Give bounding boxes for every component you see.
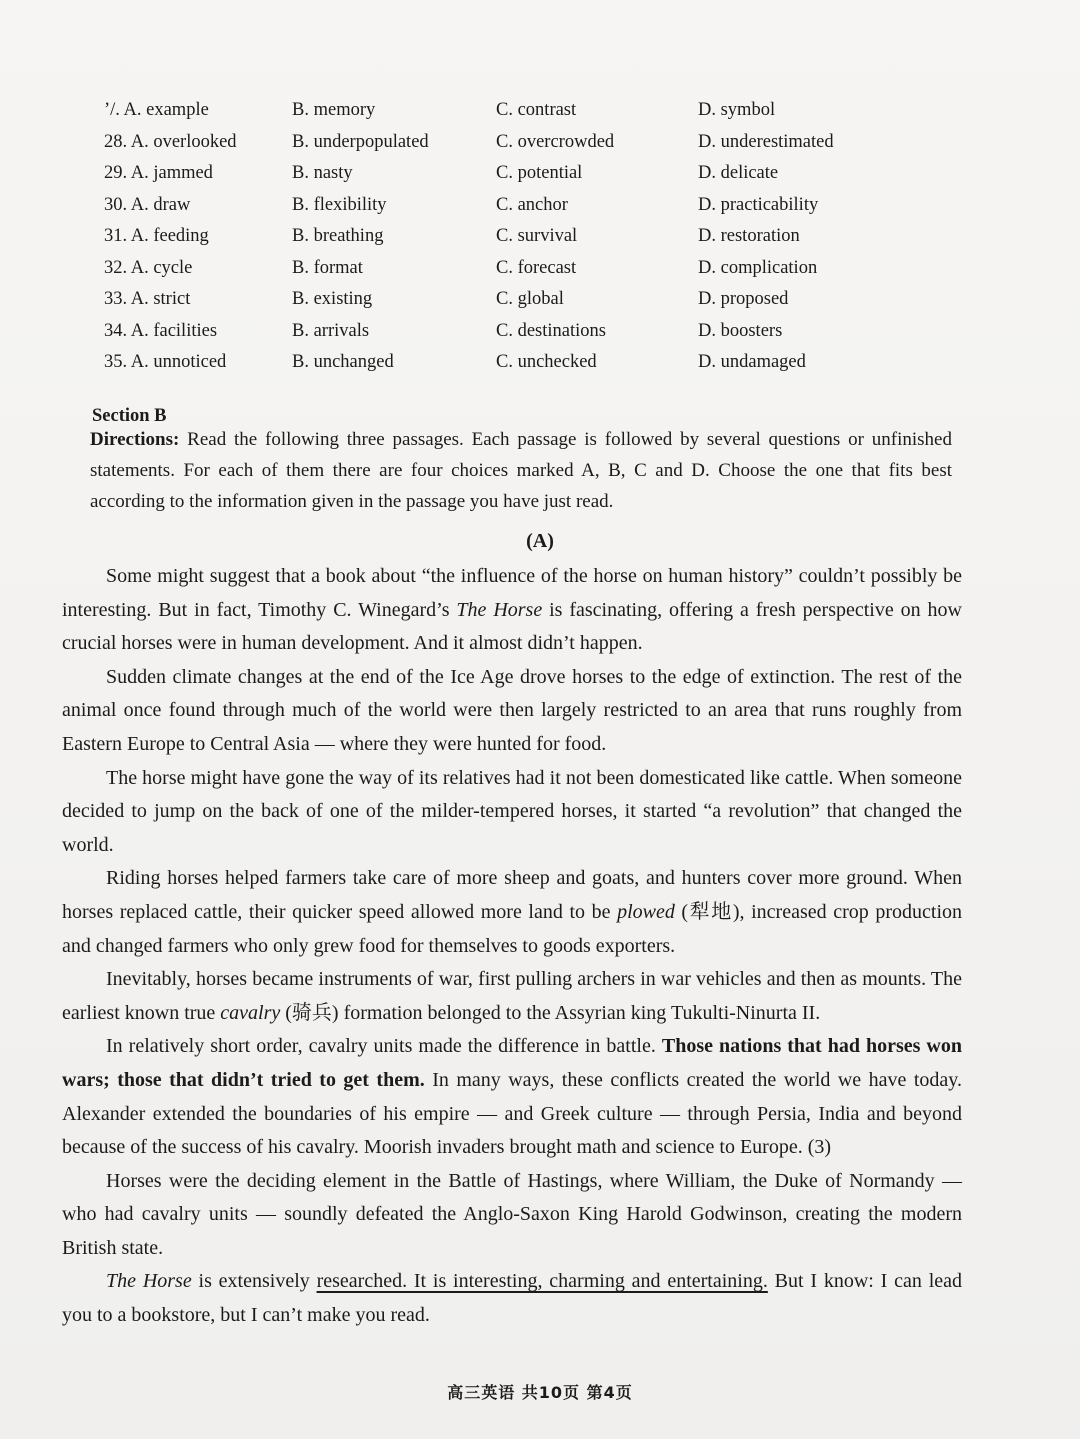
option-a: 30. A. draw <box>104 194 191 215</box>
option-b: B. flexibility <box>292 194 387 215</box>
option-b: B. unchanged <box>292 352 394 372</box>
option-b: B. underpopulated <box>292 131 429 152</box>
paragraph-1 <box>62 560 962 661</box>
option-row <box>96 132 996 164</box>
option-a: 29. A. jammed <box>104 163 213 183</box>
option-a: 33. A. strict <box>104 289 191 309</box>
option-d: D. underestimated <box>698 131 834 152</box>
option-c: C. overcrowded <box>496 131 615 152</box>
option-b: B. memory <box>292 100 376 120</box>
option-a: 31. A. feeding <box>104 226 209 246</box>
option-a: ’/. A. example <box>104 100 209 120</box>
p8-text-1: is extensively <box>191 1270 317 1293</box>
option-c: C. survival <box>496 226 578 246</box>
option-a: 28. A. overlooked <box>104 131 237 152</box>
directions-label: Directions: <box>90 429 180 450</box>
option-d: D. boosters <box>698 320 783 341</box>
option-d: D. undamaged <box>698 352 806 372</box>
option-row <box>96 163 996 195</box>
bold-statement: Those nations that had horses won wars; those that didn’t tried to get them. <box>62 1035 962 1091</box>
option-c: C. unchecked <box>496 352 597 372</box>
option-row <box>96 289 996 321</box>
option-row <box>96 226 996 258</box>
p6-text-1: In relatively short order, cavalry units made the difference in battle. <box>106 1035 662 1058</box>
paragraph-5 <box>62 963 962 1030</box>
option-d: D. delicate <box>698 163 779 183</box>
option-row <box>96 352 996 384</box>
book-title: The Horse <box>106 1270 192 1293</box>
page-footer: 高三英语 共10页 第4页 <box>447 1383 633 1402</box>
option-c: C. potential <box>496 163 583 183</box>
option-d: D. practicability <box>698 194 819 215</box>
option-b: B. arrivals <box>292 320 370 341</box>
options-table <box>96 100 996 384</box>
option-a: 35. A. unnoticed <box>104 352 227 372</box>
option-c: C. anchor <box>496 194 568 215</box>
directions <box>90 424 952 517</box>
p5-text-1: Inevitably, horses became instruments of war, first pulling archers in war vehicles and then as mounts. The earliest known true <box>62 968 962 1024</box>
option-row <box>96 258 996 290</box>
p8-text-2: But I know: I can lead you to a bookstore, but I can’t make you read. <box>62 1270 962 1327</box>
option-b: B. breathing <box>292 226 384 246</box>
passage-label: (A) <box>526 530 554 552</box>
option-c: C. contrast <box>496 100 577 120</box>
option-d: D. restoration <box>698 226 800 246</box>
book-title: The Horse <box>456 598 543 621</box>
paragraph-6 <box>62 1030 962 1164</box>
option-b: B. nasty <box>292 163 353 183</box>
option-c: C. forecast <box>496 257 577 278</box>
option-row <box>96 321 996 353</box>
p6-text-2: In many ways, these conflicts created the world we have today. Alexander extended the boundaries of his empire — and Greek culture — through Persia, India and beyond because of the success of his cavalry. Moorish invaders brought math and science to Europe. (3) <box>62 1068 962 1159</box>
option-d: D. complication <box>698 257 818 278</box>
option-a: 34. A. facilities <box>104 320 218 341</box>
option-d: D. proposed <box>698 289 789 309</box>
p1-text-2: is fascinating, offering a fresh perspective on how crucial horses were in human development. And it almost didn’t happen. <box>62 598 962 655</box>
option-c: C. destinations <box>496 320 606 341</box>
cavalry-term: cavalry <box>220 1001 281 1024</box>
option-c: C. global <box>496 289 564 309</box>
paragraph-4 <box>62 862 962 963</box>
p1-text-1: Some might suggest that a book about “the influence of the horse on human history” couldn’t possibly be interesting. But in fact, Timothy C. Winegard’s <box>62 565 962 621</box>
option-b: B. existing <box>292 289 373 309</box>
paragraph-8 <box>62 1265 962 1332</box>
paragraph-3: The horse might have gone the way of its relatives had it not been domesticated like cattle. When someone decided to jump on the back of one of the milder-tempered horses, it started “a revolution” that changed the world. <box>62 766 962 856</box>
section-title: Section B <box>92 406 167 426</box>
p4-text-1: Riding horses helped farmers take care of more sheep and goats, and hunters cover more ground. When horses replaced cattle, their quicker speed allowed more land to be <box>62 867 962 923</box>
option-row <box>96 195 996 227</box>
paragraph-2: Sudden climate changes at the end of the Ice Age drove horses to the edge of extinction. The rest of the animal once found through much of the world were then largely restricted to an area that runs roughly from Eastern Europe to Central Asia — where they were hunted for food. <box>62 665 962 755</box>
option-row <box>96 100 996 132</box>
option-d: D. symbol <box>698 100 776 120</box>
option-a: 32. A. cycle <box>104 257 193 278</box>
passage-body <box>62 560 962 1333</box>
p5-text-2: (骑兵) formation belonged to the Assyrian king Tukulti-Ninurta II. <box>280 1001 821 1024</box>
paragraph-7: Horses were the deciding element in the Battle of Hastings, where William, the Duke of Normandy — who had cavalry units — soundly defeated the Anglo-Saxon King Harold Godwinson, creating the modern British state. <box>62 1169 962 1259</box>
underlined-sentence: researched. It is interesting, charming and entertaining. <box>316 1270 768 1293</box>
directions-text: Read the following three passages. Each passage is followed by several questions or unfinished statements. For each of them there are four choices marked A, B, C and D. Choose the one that fits best according to the information given in the passage you have just read. <box>90 429 952 512</box>
p4-text-2: (犁地), increased crop production and changed farmers who only grew food for themselves to goods exporters. <box>62 900 962 957</box>
option-b: B. format <box>292 257 363 278</box>
plowed-term: plowed <box>617 900 675 923</box>
